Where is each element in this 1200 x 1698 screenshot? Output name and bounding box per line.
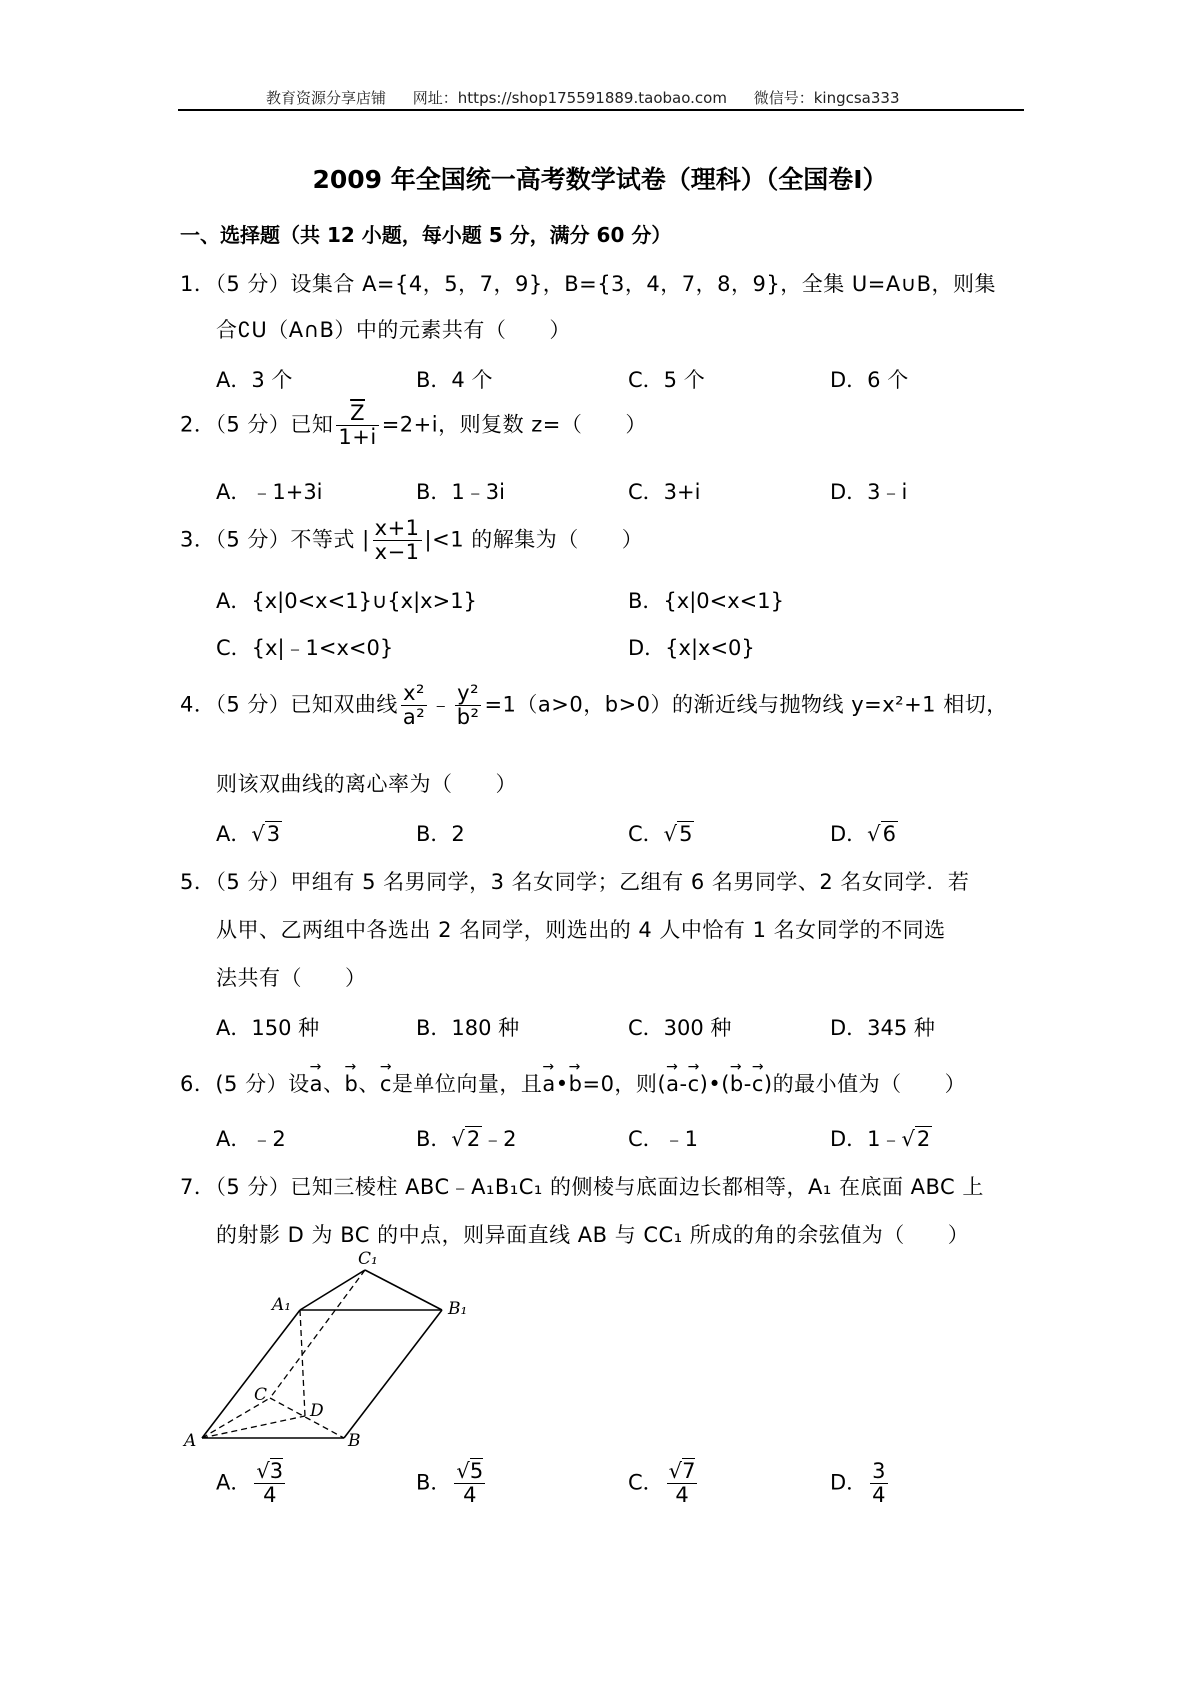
q1-option-d[interactable]: D．6 个 — [830, 368, 909, 392]
label-d: D — [310, 1401, 324, 1421]
q5-option-b[interactable]: B．180 种 — [416, 1016, 520, 1040]
question-6: 6．(5 分）设→ a、→ b、→ c是单位向量，且→ a•→ b=0，则(→ a-→ c)•(→ b-→ c)的最小值为（ ） — [180, 1068, 966, 1098]
q2-option-c[interactable]: C．3+i — [628, 480, 701, 504]
question-5-line-1: 5．（5 分）甲组有 5 名男同学，3 名女同学；乙组有 6 名男同学、2 名女同学．若 — [180, 870, 970, 894]
q5-option-c[interactable]: C．300 种 — [628, 1016, 732, 1040]
header-divider — [178, 109, 1024, 111]
page-title: 2009 年全国统一高考数学试卷（理科）（全国卷Ⅰ） — [312, 165, 888, 194]
prism-figure — [180, 1248, 480, 1463]
label-c: C — [254, 1385, 268, 1405]
question-4-line-1: 4．（5 分）已知双曲线 $\frac{\text{x²}}{\text{a²}}$ ﹣ $\frac{\text{y²}}{\text{b²}}$ =1（a>0，b>0）的渐近线与抛物线 y=x²+1 相切， — [180, 681, 1008, 730]
q3-option-c[interactable]: C．{x|﹣1<x<0} — [216, 636, 394, 660]
question-5-line-3: 法共有（ ） — [216, 966, 367, 990]
question-1-line-2: 合∁U（A∩B）中的元素共有（ ） — [216, 318, 571, 342]
q3-fraction: $\frac{x+1}{x-1}$ — [374, 516, 420, 565]
q2-option-d[interactable]: D．3﹣i — [830, 480, 908, 504]
shop-url[interactable]: 网址：https://shop175591889.taobao.com — [412, 89, 727, 107]
q4-option-b[interactable]: B．2 — [416, 822, 465, 846]
q4-fraction-y: $\frac{\text{y²}}{\text{b²}}$ — [456, 681, 480, 730]
q1-option-c[interactable]: C．5 个 — [628, 368, 705, 392]
edge-a1-c1 — [300, 1270, 365, 1310]
q3-option-d[interactable]: D．{x|x<0} — [628, 636, 755, 660]
question-4-line-2: 则该双曲线的离心率为（ ） — [216, 772, 517, 796]
q7-option-a[interactable]: A． $\frac{√3}{4}$ — [216, 1459, 284, 1508]
q1-option-b[interactable]: B．4 个 — [416, 368, 493, 392]
wechat-id: 微信号：kingcsa333 — [753, 89, 900, 107]
shop-name: 教育资源分享店铺 — [266, 89, 387, 107]
q3-option-a[interactable]: A．{x|0<x<1}∪{x|x>1} — [216, 589, 477, 613]
q2-option-b[interactable]: B．1﹣3i — [416, 480, 505, 504]
label-a1: A₁ — [272, 1295, 292, 1315]
segment-a1-d — [300, 1310, 305, 1416]
q4-fraction-x: $\frac{\text{x²}}{\text{a²}}$ — [402, 681, 426, 730]
q6-option-c[interactable]: C．﹣1 — [628, 1127, 699, 1151]
question-1-line-1: 1．（5 分）设集合 A={4，5，7，9}，B={3，4，7，8，9}，全集 U=A∪B，则集 — [180, 272, 997, 296]
label-b1: B₁ — [448, 1299, 468, 1319]
q2-option-a[interactable]: A．﹣1+3i — [216, 480, 323, 504]
question-7-line-1: 7．（5 分）已知三棱柱 ABC﹣A₁B₁C₁ 的侧棱与底面边长都相等，A₁ 在底面 ABC 上 — [180, 1175, 984, 1199]
q4-option-c[interactable]: C．√5 — [628, 822, 693, 846]
q3-option-b[interactable]: B．{x|0<x<1} — [628, 589, 784, 613]
section-heading: 一、选择题（共 12 小题，每小题 5 分，满分 60 分） — [180, 223, 672, 247]
edge-a1-a — [202, 1310, 300, 1438]
question-5-line-2: 从甲、乙两组中各选出 2 名同学，则选出的 4 人中恰有 1 名女同学的不同选 — [216, 918, 946, 942]
question-2: 2．（5 分）已知 $\frac{\overline{Z}}{1+i}$ =2+i，则复数 z=（ ） — [180, 401, 647, 450]
q6-option-a[interactable]: A．﹣2 — [216, 1127, 286, 1151]
label-b: B — [348, 1431, 361, 1451]
q5-option-d[interactable]: D．345 种 — [830, 1016, 935, 1040]
edge-c1-b1 — [365, 1270, 442, 1310]
question-7-line-2: 的射影 D 为 BC 的中点，则异面直线 AB 与 CC₁ 所成的角的余弦值为（ ） — [216, 1223, 970, 1247]
q7-option-d[interactable]: D． $\frac{3}{4}$ — [830, 1459, 886, 1508]
q5-option-a[interactable]: A．150 种 — [216, 1016, 320, 1040]
question-3: 3．（5 分）不等式 | $\frac{x+1}{x-1}$ |<1 的解集为（ ） — [180, 516, 644, 565]
edge-c-b — [270, 1398, 344, 1438]
label-c1: C₁ — [358, 1249, 378, 1269]
edge-b1-b — [344, 1310, 442, 1438]
q4-option-d[interactable]: D．√6 — [830, 822, 896, 846]
page-header — [266, 87, 922, 108]
segment-a-d — [202, 1416, 305, 1438]
edge-c1-c — [270, 1270, 365, 1398]
q6-option-d[interactable]: D．1﹣√2 — [830, 1127, 931, 1151]
q2-fraction: $\frac{\overline{Z}}{1+i}$ — [338, 401, 377, 450]
q6-option-b[interactable]: B．√2﹣2 — [416, 1127, 517, 1151]
label-a: A — [184, 1431, 197, 1451]
q1-option-a[interactable]: A．3 个 — [216, 368, 293, 392]
q7-option-c[interactable]: C． $\frac{√7}{4}$ — [628, 1459, 696, 1508]
q7-option-b[interactable]: B． $\frac{√5}{4}$ — [416, 1459, 484, 1508]
q4-option-a[interactable]: A．√3 — [216, 822, 281, 846]
